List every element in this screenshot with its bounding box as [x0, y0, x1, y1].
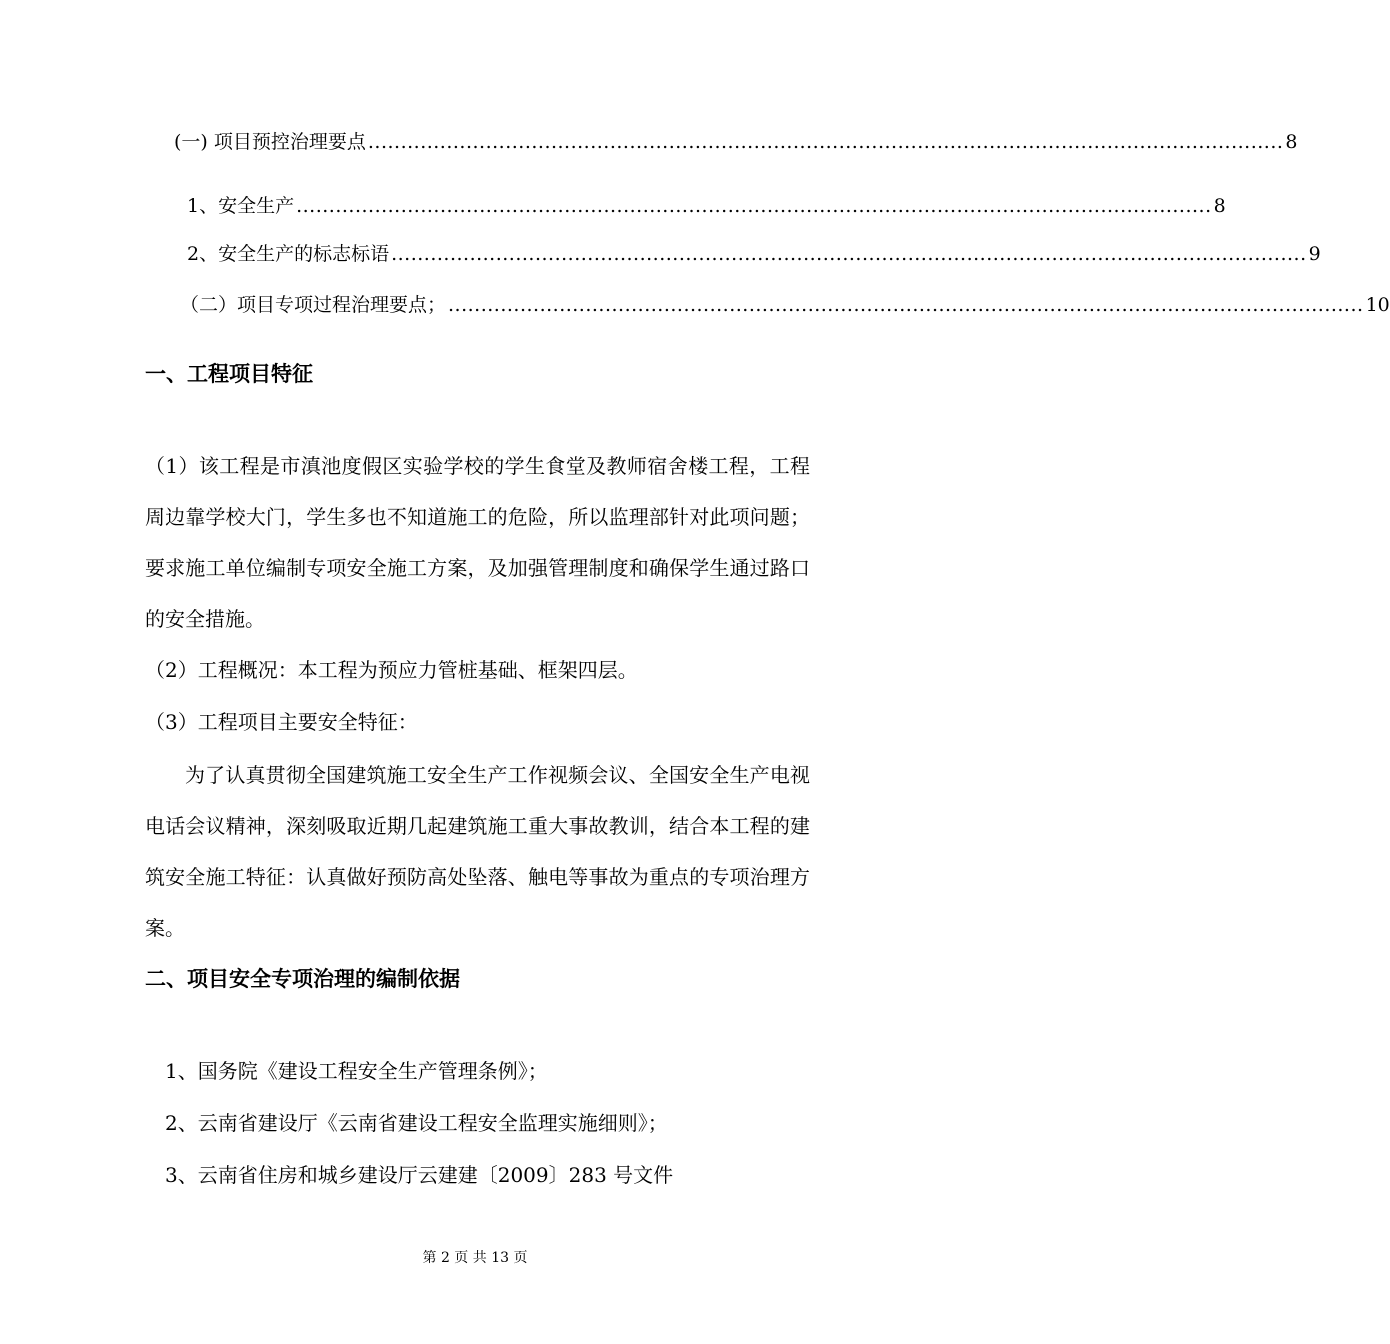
- toc-leader-dots: ............................................................................................................................................: [296, 195, 1212, 217]
- toc-entry[interactable]: [187, 240, 1321, 268]
- page-footer: 第 2 页 共 13 页: [422, 1250, 528, 1266]
- section-1-heading: 一、工程项目特征: [145, 361, 313, 386]
- toc-entry-label: 2、安全生产的标志标语: [187, 243, 390, 265]
- toc-entry-page: 10: [1365, 294, 1390, 316]
- toc-entry-label: （二）项目专项过程治理要点；: [180, 294, 447, 316]
- section-2-heading: 二、项目安全专项治理的编制依据: [145, 966, 460, 991]
- toc-entry-label: (一) 项目预控治理要点: [174, 131, 366, 153]
- section-1-paragraph-4: 为了认真贯彻全国建筑施工安全生产工作视频会议、全国安全生产电视电话会议精神，深刻吸取近期几起建筑施工重大事故教训，结合本工程的建筑安全施工特征：认真做好预防高处坠落、触电等事故为重点的专项治理方案。: [145, 763, 810, 940]
- section-1-paragraph-1: （1）该工程是市滇池度假区实验学校的学生食堂及教师宿舍楼工程，工程周边靠学校大门，学生多也不知道施工的危险，所以监理部针对此项问题；要求施工单位编制专项安全施工方案，及加强管理制度和确保学生通过路口的安全措施。: [145, 454, 810, 631]
- toc-leader-dots: ............................................................................................................................................: [448, 294, 1364, 316]
- basis-item: 1、国务院《建设工程安全生产管理条例》；: [165, 1059, 548, 1083]
- toc-entry-label: 1、安全生产: [187, 195, 295, 217]
- basis-item: 3、云南省住房和城乡建设厅云建建〔2009〕283 号文件: [165, 1163, 674, 1187]
- section-1-paragraph-3: （3）工程项目主要安全特征：: [145, 710, 418, 734]
- toc-entry[interactable]: [187, 192, 1226, 220]
- basis-item: 2、云南省建设厅《云南省建设工程安全监理实施细则》；: [165, 1111, 668, 1135]
- toc-entry[interactable]: [174, 128, 1298, 156]
- toc-entry[interactable]: [180, 291, 1390, 319]
- toc-leader-dots: ............................................................................................................................................: [367, 131, 1284, 153]
- toc-entry-page: 8: [1213, 195, 1226, 217]
- toc-leader-dots: ............................................................................................................................................: [391, 243, 1307, 265]
- section-1-paragraph-2: （2）工程概况：本工程为预应力管桩基础、框架四层。: [145, 658, 638, 682]
- toc-entry-page: 9: [1308, 243, 1321, 265]
- toc-entry-page: 8: [1285, 131, 1298, 153]
